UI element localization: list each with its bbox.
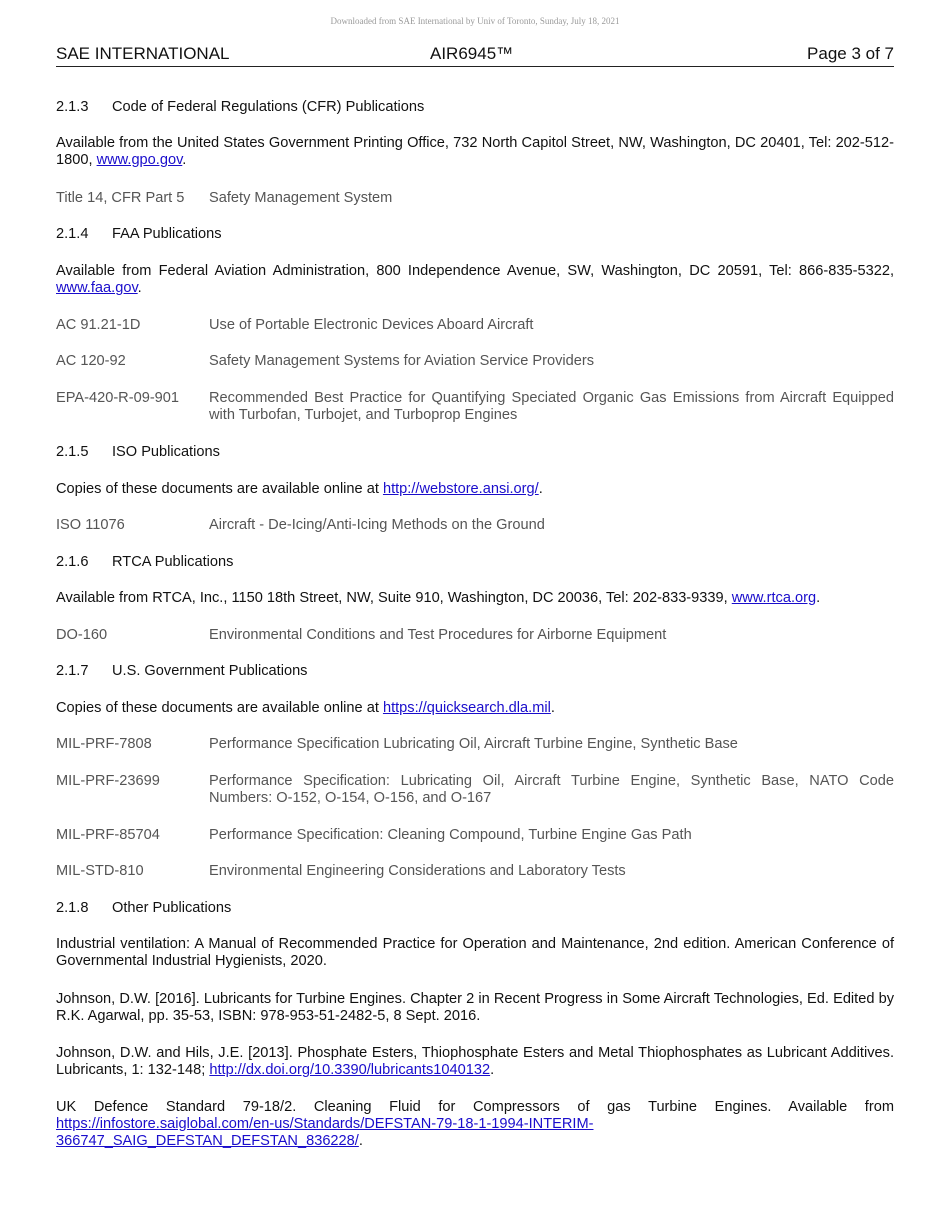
header-publisher: SAE INTERNATIONAL (56, 44, 230, 63)
paragraph-text: Available from RTCA, Inc., 1150 18th Street, NW, Suite 910, Washington, DC 20036, Tel: 202-833-9339, (56, 590, 732, 606)
reference-item (56, 627, 894, 644)
paragraph-text: Available from Federal Aviation Administration, 800 Independence Avenue, SW, Washington, DC 20591, Tel: 866-835-5322, (56, 263, 894, 279)
section-title: U.S. Government Publications (112, 663, 308, 679)
reference-title: Environmental Conditions and Test Procedures for Airborne Equipment (209, 627, 667, 643)
section-title: FAA Publications (112, 226, 222, 242)
page-header (56, 44, 894, 67)
reference-title: Safety Management Systems for Aviation Service Providers (209, 353, 595, 369)
section-paragraph-2-1-6: Available from RTCA, Inc., 1150 18th Street, NW, Suite 910, Washington, DC 20036, Tel: 202-833-9339, www.rtca.org. (56, 590, 821, 606)
reference-code: MIL-PRF-23699 (56, 773, 160, 789)
reference-title: Safety Management System (209, 190, 393, 206)
section-heading-2-1-5 (56, 444, 894, 461)
reference-code: AC 91.21-1D (56, 317, 141, 333)
reference-item (56, 827, 894, 844)
reference-item (56, 190, 894, 207)
paragraph-text: UK Defence Standard 79-18/2. Cleaning Fluid for Compressors of gas Turbine Engines. Available from (56, 1099, 894, 1115)
section-paragraph-2-1-3: Available from the United States Government Printing Office, 732 North Capitol Street, NW, Washington, DC 20401, Tel: 202-512-1800, www.gpo.gov. (56, 135, 894, 168)
other-publication-paragraph: Industrial ventilation: A Manual of Recommended Practice for Operation and Maintenance, 2nd edition. American Conference of Governmental Industrial Hygienists, 2020. (56, 936, 894, 969)
reference-title: Environmental Engineering Considerations and Laboratory Tests (209, 863, 626, 879)
section-heading-2-1-6 (56, 554, 894, 571)
reference-title: Performance Specification: Lubricating Oil, Aircraft Turbine Engine, Synthetic Base, NATO Code Numbers: O-152, O-154, O-156, and O-167 (209, 773, 894, 806)
reference-title: Aircraft - De-Icing/Anti-Icing Methods on the Ground (209, 517, 545, 533)
section-title: Code of Federal Regulations (CFR) Publications (112, 99, 425, 115)
header-document-number: AIR6945™ (430, 44, 514, 63)
reference-title: Performance Specification Lubricating Oil, Aircraft Turbine Engine, Synthetic Base (209, 736, 738, 752)
reference-item (56, 736, 894, 753)
reference-code: ISO 11076 (56, 517, 125, 533)
section-paragraph-2-1-4: Available from Federal Aviation Administration, 800 Independence Avenue, SW, Washington, DC 20591, Tel: 866-835-5322, www.faa.gov. (56, 263, 894, 296)
section-paragraph-2-1-5: Copies of these documents are available online at http://webstore.ansi.org/. (56, 481, 543, 497)
reference-code: DO-160 (56, 627, 108, 643)
section-paragraph-2-1-7: Copies of these documents are available online at https://quicksearch.dla.mil. (56, 700, 555, 716)
reference-title: Recommended Best Practice for Quantifying Speciated Organic Gas Emissions from Aircraft Equipped with Turbofan, Turbojet, and Turboprop Engines (209, 390, 894, 423)
section-number: 2.1.8 (56, 900, 89, 916)
reference-code: EPA-420-R-09-901 (56, 390, 180, 406)
section-heading-2-1-8 (56, 900, 894, 917)
section-heading-2-1-3 (56, 99, 894, 116)
reference-title: Use of Portable Electronic Devices Aboard Aircraft (209, 317, 534, 333)
saiglobal-link[interactable]: https://infostore.saiglobal.com/en-us/Standards/DEFSTAN-79-18-1-1994-INTERIM- 366747_SAIG_DEFSTAN_DEFSTAN_836228/ (56, 1116, 594, 1149)
paragraph-text: Copies of these documents are available online at (56, 481, 383, 497)
section-number: 2.1.5 (56, 444, 89, 460)
dla-quicksearch-link[interactable]: https://quicksearch.dla.mil (382, 700, 551, 716)
header-page-number: Page 3 of 7 (807, 44, 894, 63)
section-number: 2.1.3 (56, 99, 89, 115)
download-watermark: Downloaded from SAE International by Univ of Toronto, Sunday, July 18, 2021 (330, 16, 620, 26)
section-title: Other Publications (112, 900, 232, 916)
reference-item (56, 353, 894, 370)
reference-item (56, 390, 894, 424)
section-title: ISO Publications (112, 444, 220, 460)
doi-link[interactable]: http://dx.doi.org/10.3390/lubricants1040132 (209, 1062, 491, 1078)
paragraph-text: Available from the United States Government Printing Office, 732 North Capitol Street, NW, Washington, DC 20401, Tel: 202-512-1800, (56, 135, 894, 168)
reference-item (56, 517, 894, 534)
section-title: RTCA Publications (112, 554, 234, 570)
reference-item (56, 317, 894, 334)
reference-title: Performance Specification: Cleaning Compound, Turbine Engine Gas Path (209, 827, 692, 843)
faa-link[interactable]: www.faa.gov (56, 280, 138, 296)
section-number: 2.1.7 (56, 663, 89, 679)
reference-code: MIL-PRF-85704 (56, 827, 160, 843)
other-publication-paragraph: UK Defence Standard 79-18/2. Cleaning Fluid for Compressors of gas Turbine Engines. Available from https://infostore.saiglobal.com/en-us/Standards/DEFSTAN-79-18-1-1994-INTERIM- 366747_SAIG_DEFSTAN_DEFSTAN_836228/. (56, 1099, 894, 1149)
section-number: 2.1.4 (56, 226, 89, 242)
other-publication-paragraph: Johnson, D.W. [2016]. Lubricants for Turbine Engines. Chapter 2 in Recent Progress in Some Aircraft Technologies, Ed. Edited by R.K. Agarwal, pp. 35-53, ISBN: 978-953-51-2482-5, 8 Sept. 2016. (56, 991, 894, 1024)
reference-code: Title 14, CFR Part 5 (56, 190, 185, 206)
paragraph-text: Copies of these documents are available online at (56, 700, 383, 716)
other-publication-paragraph: Johnson, D.W. and Hils, J.E. [2013]. Phosphate Esters, Thiophosphate Esters and Metal Thiophosphates as Lubricant Additives. Lubricants, 1: 132-148; http://dx.doi.org/10.3390/lubricants1040132. (56, 1045, 894, 1078)
section-heading-2-1-4 (56, 226, 894, 243)
section-number: 2.1.6 (56, 554, 89, 570)
reference-code: MIL-STD-810 (56, 863, 144, 879)
section-heading-2-1-7 (56, 663, 894, 680)
ansi-webstore-link[interactable]: http://webstore.ansi.org/ (382, 481, 539, 497)
paragraph-text: Johnson, D.W. and Hils, J.E. [2013]. Phosphate Esters, Thiophosphate Esters and Metal Thiophosphates as Lubricant Additives. Lubricants, 1: 132-148; (56, 1045, 894, 1078)
reference-code: MIL-PRF-7808 (56, 736, 152, 752)
reference-code: AC 120-92 (56, 353, 126, 369)
reference-item (56, 773, 894, 807)
rtca-link[interactable]: www.rtca.org (731, 590, 817, 606)
reference-item (56, 863, 894, 880)
gpo-link[interactable]: www.gpo.gov (96, 152, 183, 168)
